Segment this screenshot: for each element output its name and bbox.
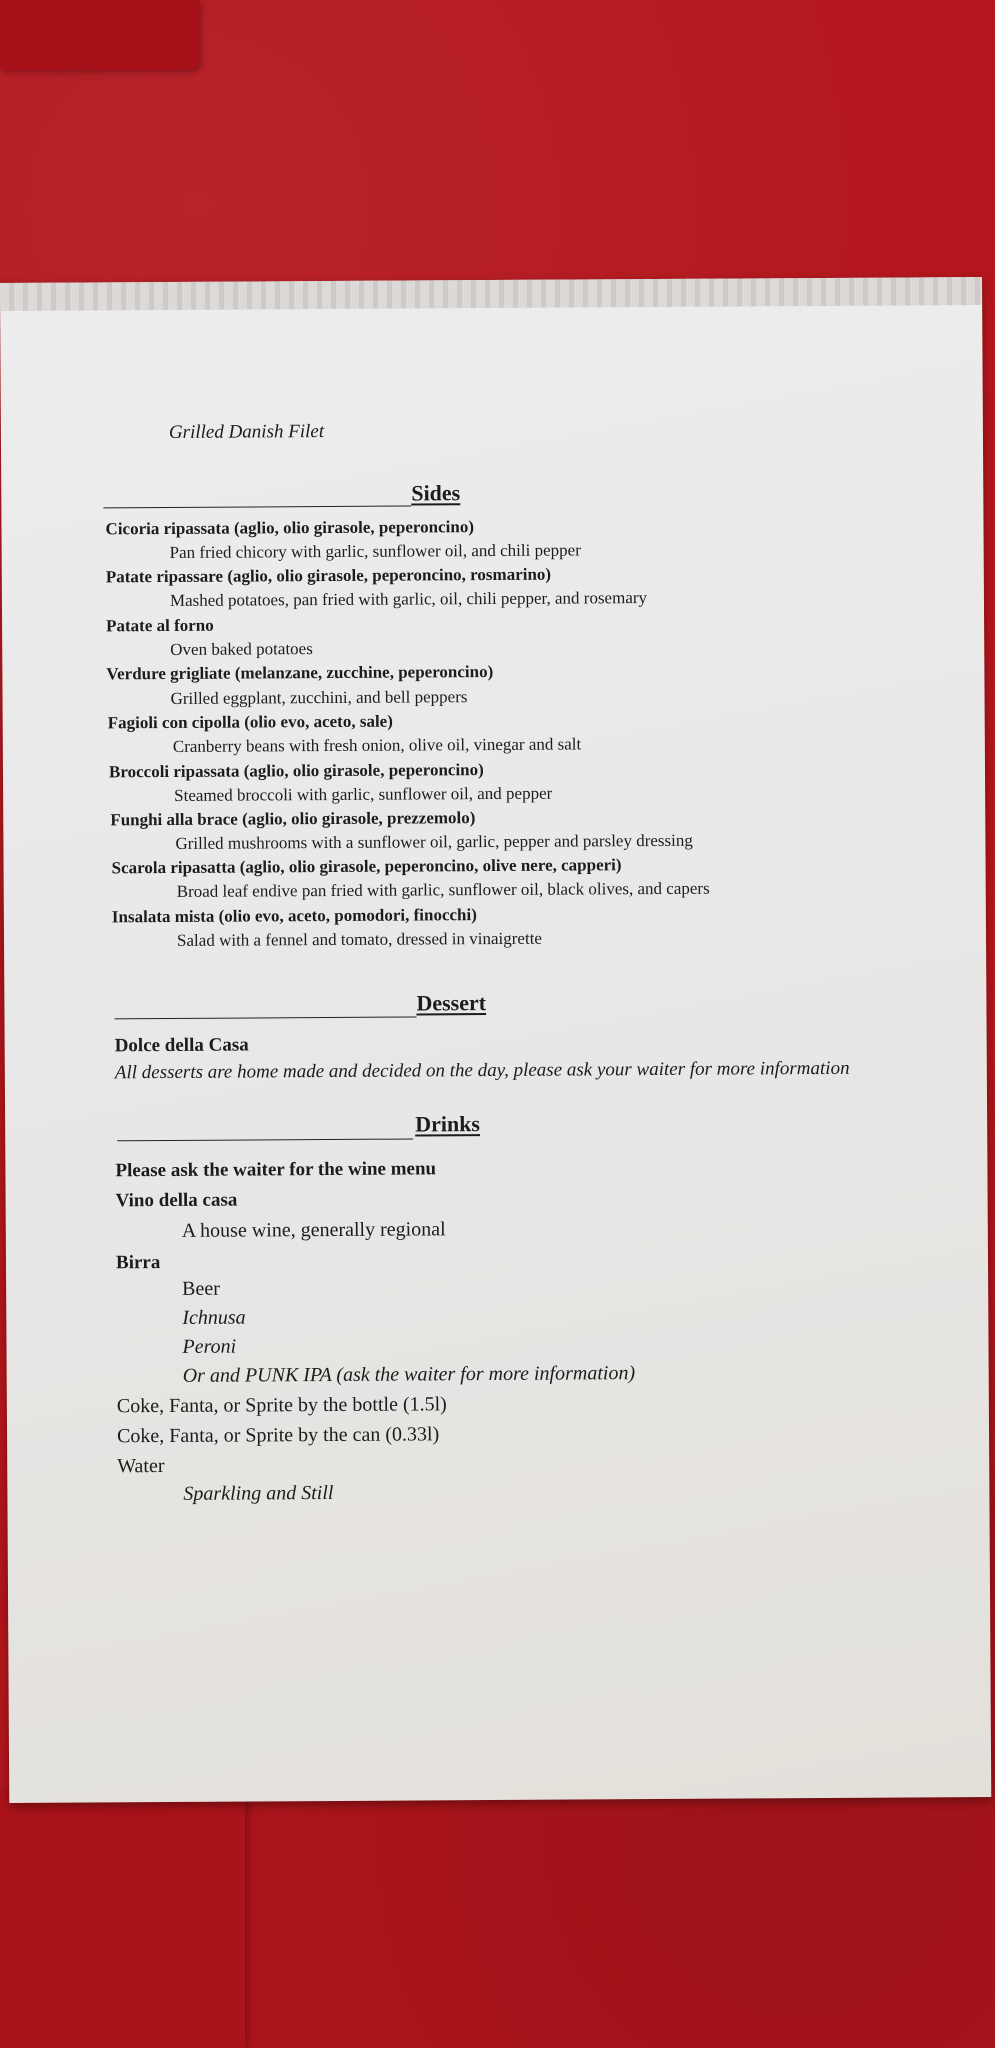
napkin-top — [0, 0, 200, 70]
sides-title: Sides — [411, 480, 461, 506]
house-wine: Vino della casa — [115, 1189, 238, 1212]
drinks-title: Drinks — [415, 1111, 481, 1137]
side-name: Funghi alla brace (aglio, olio girasole, prezzemolo) — [110, 808, 476, 830]
side-name: Verdure grigliate (melanzane, zucchine, peperoncino) — [106, 661, 494, 684]
side-desc: Broad leaf endive pan fried with garlic, sunflower oil, black olives, and capers — [176, 878, 710, 901]
side-name: Broccoli ripassata (aglio, olio girasole, peperoncino) — [108, 760, 484, 782]
side-desc: Mashed potatoes, pan fried with garlic, oil, chili pepper, and rosemary — [169, 588, 648, 610]
side-desc: Pan fried chicory with garlic, sunflower oil, and chili pepper — [169, 540, 581, 562]
house-wine-desc: A house wine, generally regional — [181, 1218, 446, 1242]
beer-item: Peroni — [182, 1335, 237, 1358]
water-desc: Sparkling and Still — [183, 1481, 334, 1505]
side-desc: Salad with a fennel and tomato, dressed in vinaigrette — [176, 928, 542, 950]
side-name: Cicoria ripassata (aglio, olio girasole, peperoncino) — [105, 517, 475, 539]
side-name: Patate al forno — [106, 615, 214, 636]
beer-item: Or and PUNK IPA (ask the waiter for more information) — [182, 1362, 636, 1387]
napkin-bottom — [0, 1790, 245, 2048]
menu-content — [0, 277, 991, 1803]
dessert-rule — [114, 1016, 416, 1019]
dessert-name: Dolce della Casa — [114, 1034, 249, 1057]
soda-bottle: Coke, Fanta, or Sprite by the bottle (1.5l) — [116, 1393, 447, 1418]
beer-item: Beer — [182, 1277, 220, 1300]
beer-item: Ichnusa — [182, 1306, 246, 1329]
beer-label: Birra — [115, 1252, 161, 1274]
intro-item: Grilled Danish Filet — [168, 421, 325, 443]
side-desc: Cranberry beans with fresh onion, olive oil, vinegar and salt — [172, 734, 582, 756]
sides-rule — [103, 505, 411, 508]
side-name: Patate ripassare (aglio, olio girasole, peperoncino, rosmarino) — [105, 564, 552, 587]
side-desc: Grilled eggplant, zucchini, and bell peppers — [170, 687, 468, 708]
dessert-note: All desserts are home made and decided on the day, please ask your waiter for more information — [114, 1057, 850, 1084]
side-name: Fagioli con cipolla (olio evo, aceto, sale) — [107, 711, 393, 733]
wine-note: Please ask the waiter for the wine menu — [115, 1158, 437, 1182]
side-desc: Steamed broccoli with garlic, sunflower oil, and pepper — [174, 783, 553, 805]
menu-sheet — [0, 277, 991, 1803]
side-desc: Grilled mushrooms with a sunflower oil, garlic, pepper and parsley dressing — [175, 830, 693, 853]
soda-can: Coke, Fanta, or Sprite by the can (0.33l) — [116, 1423, 440, 1448]
side-name: Scarola ripasatta (aglio, olio girasole, peperoncino, olive nere, capperi) — [111, 855, 622, 878]
dessert-title: Dessert — [416, 990, 487, 1016]
drinks-rule — [117, 1138, 413, 1141]
side-desc: Oven baked potatoes — [170, 639, 313, 659]
water-label: Water — [117, 1455, 165, 1478]
side-name: Insalata mista (olio evo, aceto, pomodori, finocchi) — [111, 905, 477, 927]
